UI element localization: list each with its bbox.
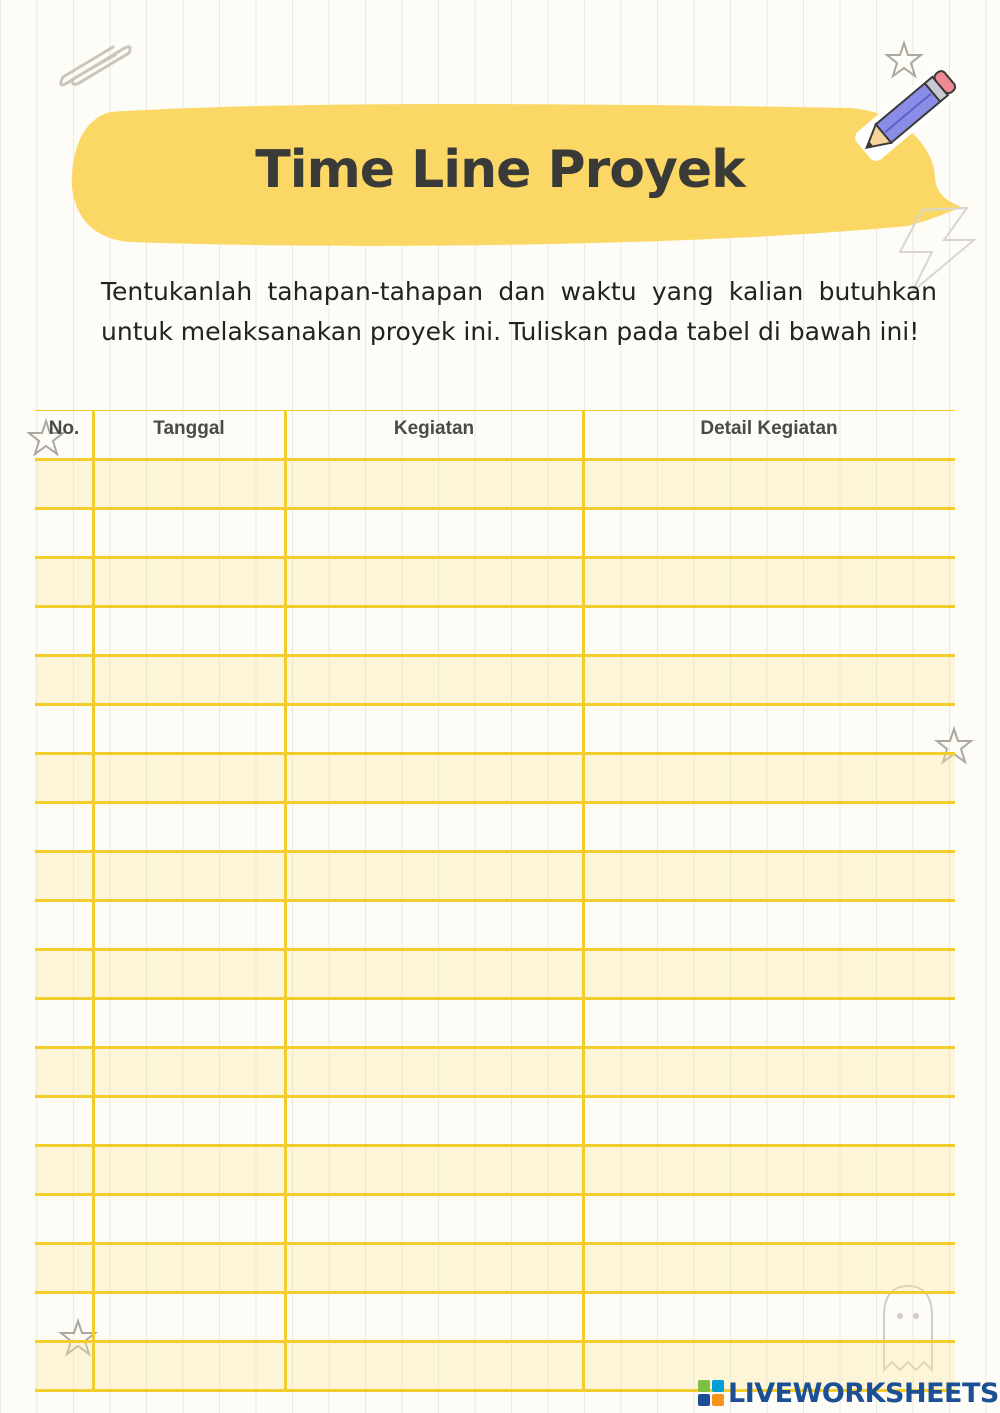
- column-header-kegiatan: Kegiatan: [393, 418, 475, 439]
- instructions-text: Tentukanlah tahapan-tahapan dan waktu yang kalian butuhkan untuk melaksanakan proyek ini. Tuliskan pada tabel di bawah ini!: [101, 277, 937, 346]
- table-row[interactable]: [35, 557, 955, 606]
- table-row[interactable]: [35, 998, 955, 1047]
- table-row[interactable]: [35, 851, 955, 900]
- row-divider: [35, 507, 955, 510]
- table-row[interactable]: [35, 753, 955, 802]
- table-row[interactable]: [35, 1047, 955, 1096]
- table-row[interactable]: [35, 655, 955, 704]
- row-divider: [35, 1046, 955, 1049]
- table-row[interactable]: [35, 704, 955, 753]
- column-divider: [92, 410, 95, 1391]
- row-divider: [35, 997, 955, 1000]
- row-divider: [35, 1291, 955, 1294]
- table-row[interactable]: [35, 1145, 955, 1194]
- table-top-border: [35, 410, 955, 411]
- row-divider: [35, 850, 955, 853]
- page-title: Time Line Proyek: [255, 140, 745, 200]
- logo-squares-icon: [698, 1380, 724, 1406]
- table-row[interactable]: [35, 802, 955, 851]
- row-divider: [35, 1242, 955, 1245]
- column-divider: [284, 410, 287, 1391]
- row-divider: [35, 458, 955, 461]
- timeline-table: [35, 410, 955, 1391]
- table-row[interactable]: [35, 508, 955, 557]
- table-row[interactable]: [35, 900, 955, 949]
- table-row[interactable]: [35, 1194, 955, 1243]
- row-divider: [35, 703, 955, 706]
- row-divider: [35, 1340, 955, 1343]
- table-row[interactable]: [35, 1096, 955, 1145]
- logo-text: LIVEWORKSHEETS: [728, 1377, 999, 1409]
- row-divider: [35, 948, 955, 951]
- table-row[interactable]: [35, 606, 955, 655]
- table-row[interactable]: [35, 1292, 955, 1341]
- row-divider: [35, 1095, 955, 1098]
- row-divider: [35, 605, 955, 608]
- column-header-no: No.: [48, 418, 80, 439]
- row-divider: [35, 1144, 955, 1147]
- row-divider: [35, 752, 955, 755]
- column-divider: [582, 410, 585, 1391]
- row-divider: [35, 1193, 955, 1196]
- table-row[interactable]: [35, 459, 955, 508]
- table-row[interactable]: [35, 949, 955, 998]
- column-header-tanggal: Tanggal: [153, 418, 225, 439]
- row-divider: [35, 654, 955, 657]
- row-divider: [35, 556, 955, 559]
- table-row[interactable]: [35, 1243, 955, 1292]
- row-divider: [35, 801, 955, 804]
- liveworksheets-logo: [698, 1376, 999, 1410]
- row-divider: [35, 899, 955, 902]
- column-header-detail-kegiatan: Detail Kegiatan: [700, 418, 838, 439]
